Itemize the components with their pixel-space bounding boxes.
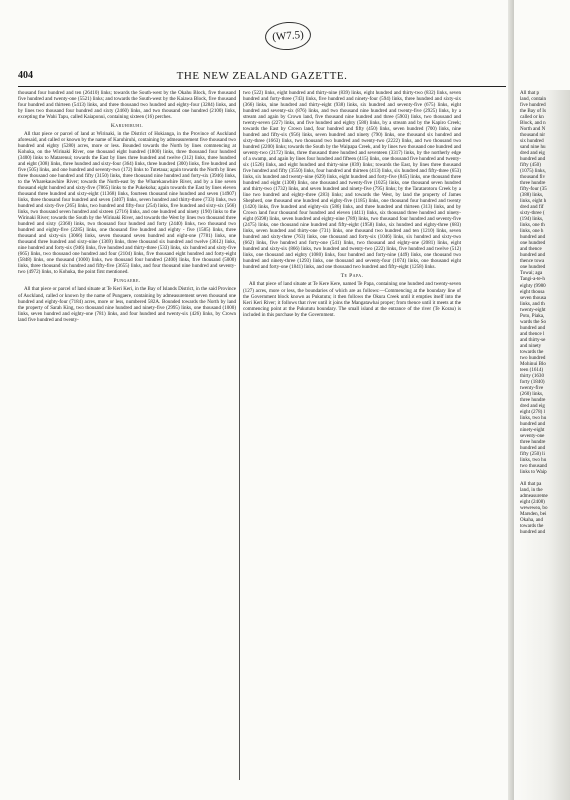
text-line: links, and th bbox=[520, 300, 545, 307]
column-divider bbox=[239, 90, 240, 780]
text-line: dred and eig bbox=[520, 402, 545, 409]
text-line: links, one h bbox=[520, 228, 544, 235]
text-line: (194) links, bbox=[520, 216, 544, 223]
text-line: Okaha, and bbox=[520, 517, 543, 524]
text-line: three hundre bbox=[520, 438, 546, 445]
text-line: twenty-eight bbox=[520, 306, 546, 313]
header-rule bbox=[18, 86, 506, 87]
text-line: All that p bbox=[520, 90, 540, 96]
text-line: admeasureme bbox=[520, 493, 548, 500]
text-line: and thence bbox=[520, 246, 542, 253]
paragraph: thousand four hundred and ten (26410) links; towards the South-west by the Okahu Block, five thousand five hundred and twenty-one (5521) links; and towards the South-west by the Kaiawa Block, five thousand four hundred and thirteen (5413) links, and three thousand two hundred and eighty-four (3284) links, and by lines two thousand four hundred and sixty (2460) links, and two thousand one hundred (2100) links, excepting the Wahi Tapu, called Kaiaponui, containing sixteen (16) perches. bbox=[18, 90, 236, 121]
text-line: hundred and bbox=[520, 529, 546, 536]
text-line: eighty (9980 bbox=[520, 282, 546, 289]
page-header bbox=[18, 70, 506, 84]
text-line: three hundre bbox=[520, 396, 546, 403]
text-line: hundred and bbox=[520, 444, 546, 451]
text-line: and thirty-se bbox=[520, 336, 546, 343]
text-line: seventy-one bbox=[520, 432, 545, 439]
text-line: links, one th bbox=[520, 222, 545, 229]
text-line: five hundred bbox=[520, 102, 546, 109]
text-line: links, eight h bbox=[520, 198, 547, 205]
paragraph: two (522) links, eight hundred and thirty-nine (839) links, eight hundred and thirty-two (832) links, seven hundred and forty-three (743) links, five hundred and ninety-four (594) links, three hundred and sixty-six (366) links, nine hundred and thirty-eight (938) links, six hundred and seventy-five (675) links, eight hundred and seventy-six (876) links, and two thousand nine hundred and twenty-five (2925) links, by a stream and again by Crown land, five thousand nine hundred and three (5903) links, two thousand and twenty-seven (227) links, and five hundred and eighty (580) links, by a stream and by the Kapiro Creek; towards the East by Crown land, four hundred and fifty (450) links, seven hundred (700) links, nine hundred and fifty-six (956) links, seven hundred and ninety (790) links, one thousand six hundred and sixty-three (1663) links, two thousand two hundred and twenty-two (2222) links, and two thousand two hundred (2200) links; towards the South by the Waipapa Creek, and by lines two thousand one hundred and seventy-two (2172) links, three thousand three hundred and seventeen (3317) links, by the northerly edge of a swamp, and again by lines four hundred and fifteen (415) links, one thousand five hundred and twenty-six (1526) links, and eight hundred and thirty-nine (839) links; towards the East, by lines three thousand five hundred and fifty (3550) links, four hundred and thirteen (413) links, six hundred and fifty-three (653) links, six hundred and twenty-nine (629) links, eight hundred and forty-five (845) links, one thousand three hundred and eight (1308) links, one thousand and twenty-five (1025) links, one thousand seven hundred and thirty-two (1732) links, and seven hundred and ninety-five (795) links; by the Taratarotoru Creek by a line two hundred and eighty-three (283) links; and towards the West, by land the property of James Shepherd, one thousand one hundred and eighty-five (1185) links, one thousand four hundred and twenty (1420) links, five hundred and eighty-six (586) links, and three hundred and thirteen (313) links, and by Crown land four thousand four hundred and eleven (4411) links, six thousand three hundred and ninety-eight (6398) links, seven hundred and eighty-nine (789) links, two thousand four hundred and seventy-five (2475) links, one thousand nine hundred and fifty-eight (1958) links, six hundred and eighty-three (683) links, seven hundred and thirty-one (731) links, one thousand two hundred and ten (1210) links, seven hundred and sixty-three (763) links, one thousand and forty-six (1046) links, six hundred and sixty-two (662) links, five hundred and forty-one (541) links, two thousand and eighty-one (2081) links, eight hundred and sixty-six (866) links, two hundred and twenty-two (222) links, five hundred and twelve (512) links, one thousand and eighty (1080) links, four hundred and forty-nine (449) links, one thousand two hundred and ninety-three (1293) links, one thousand and seventy-four (1074) links, one thousand eight hundred and forty-one (1841) links, and one thousand two hundred and fifty-eight (1258) links. bbox=[243, 90, 461, 271]
text-line: fifty (450) bbox=[520, 162, 541, 169]
text-line: Mohinui Blo bbox=[520, 360, 546, 367]
gazette-title: THE NEW ZEALAND GAZETTE. bbox=[176, 70, 348, 82]
text-line: thousand nir bbox=[520, 132, 546, 139]
text-line: one hundred bbox=[520, 264, 546, 271]
text-line: thence towa bbox=[520, 258, 545, 265]
text-line: dred and eig bbox=[520, 150, 545, 157]
text-line: one hundred bbox=[520, 240, 546, 247]
column-left bbox=[18, 90, 236, 790]
section-heading: Karuhiruhi. bbox=[110, 123, 144, 130]
text-line: hundred and bbox=[520, 234, 546, 241]
text-line: thousand fiv bbox=[520, 174, 546, 181]
text-line: teen (1614) bbox=[520, 366, 544, 373]
text-line: sixty-three ( bbox=[520, 210, 545, 217]
column-middle bbox=[243, 90, 461, 790]
text-line: hundred and bbox=[520, 156, 546, 163]
text-line: Block, and n bbox=[520, 120, 546, 127]
paragraph: All that piece of land situate at Te Kere Kere, named Te Papa, containing one hundred and twenty-seven (127) acres, more or less, the boundaries of which are as follows:—Commencing at the boundary line of the Government block known as Pukututu; it then follows the Okura Creek until it empties itself into the Keri Keri River; it follows that river until it joins the Mangatawhai proper; from thence until it meets at the commencing point at the Pukututu boundary. The small island at the entrance of the river (Te Korau) is included in this purchase by the Government. bbox=[243, 281, 461, 318]
text-line: wewewea, bo bbox=[520, 505, 548, 512]
text-line: Towai; aga bbox=[520, 270, 543, 277]
text-line: three hundre bbox=[520, 180, 546, 187]
text-line: All that pa bbox=[520, 481, 542, 487]
text-line: eight thousa bbox=[520, 288, 545, 295]
page-number: 404 bbox=[18, 70, 33, 81]
text-line: fifty (250) li bbox=[520, 450, 545, 457]
section-heading: Te Papa. bbox=[340, 273, 364, 280]
text-line: links to Waip bbox=[520, 468, 547, 475]
text-line: and thence l bbox=[520, 330, 545, 337]
text-line: sand nine hu bbox=[520, 144, 546, 151]
text-line: eight (2408) bbox=[520, 499, 545, 506]
paragraph: All that piece or parcel of land situate at Te Keri Keri, in the Bay of Islands District, in the said Province of Auckland, called or known by the name of Pungaere, containing by admeasurement seven thousand one hundred and eighty-four (7184) acres, more or less, numbered 582A. Bounded towards the North by land the property of Sarah King, two thousand nine hundred and ninety-five (2995) links, one thousand (1000) links, seven hundred and eighty-one (781) links, and four hundred and twenty-six (426) links, by Crown land five hundred and twenty- bbox=[18, 286, 236, 323]
text-line: eight (278) l bbox=[520, 408, 545, 415]
column-right-partial bbox=[514, 90, 570, 800]
text-line: Marsden, bei bbox=[520, 511, 547, 518]
text-line: fifty-four (35 bbox=[520, 186, 547, 193]
text-line: hundred and bbox=[520, 324, 546, 331]
text-line: thirty (1630 bbox=[520, 372, 544, 379]
text-line: six hundred bbox=[520, 138, 544, 145]
text-line: seven thousa bbox=[520, 294, 546, 301]
text-line: towards the bbox=[520, 348, 544, 355]
section-heading: Pungaere. bbox=[113, 278, 141, 285]
text-line: (388) links, bbox=[520, 192, 544, 199]
text-line: Poto, Piaka, bbox=[520, 312, 545, 319]
paragraph: All that piece or parcel of land at Wirinaki, in the District of Hokianga, in the Province of Auckland aforesaid, and called or known by the name of Karuhiruhi, containing by admeasurement five thousand two hundred and eighty (5280) acres, more or less. Bounded towards the North by lines commencing at Kohuka, on the Wirinaki River, one thousand eight hundred (1800) links, three thousand four hundred (3400) links to Matarenui; towards the East by lines three hundred and twelve (312) links, three hundred and eight (308) links, three hundred and sixty-four (364) links, three hundred (300) links, five hundred and five (505) links, and one hundred and seventy-two (172) links to Tutetaua; again towards the North by lines three thousand one hundred and fifty (3150) links, three thousand nine hundred and forty-six (3946) links, to the Wharekauwhire River; towards the North-east by the Wharekauwhire River, and by a line seven thousand eight hundred and sixty-five (7865) links to the Pukekoha; again towards the East by lines eleven thousand three hundred and sixty-eight (11368) links, fourteen thousand nine hundred and seven (14907) links, three thousand four hundred and seven (3407) links, seven hundred and thirty-three (733) links, two hundred and sixty-five (265) links, two hundred and fifty-four (254) links, five hundred and sixty-six (566) links, two thousand seven hundred and sixteen (2716) links, and one hundred and ninety (190) links to the Wirinaki River; towards the South by the Wirinaki River, and towards the West by lines two thousand three hundred and sixty (2360) links, two thousand four hundred and forty (2440) links, two thousand two hundred and eighty-five (2285) links, one thousand five hundred and eighty - five (1585) links, three thousand and sixty-six (3066) links, seven thousand seven hundred and eight-one (7781) links, one thousand three hundred and sixty-nine (1369) links, three thousand six hundred and twelve (3612) links, nine hundred and forty-six (946) links, five hundred and thirty-three (533) links, six hundred and sixty-five (665) links, two thousand one hundred and four (2104) links, five thousand eight hundred and forty-eight (5848) links, one thousand (1000) links, two thousand four hundred (2400) links, five thousand (5000) links, three thousand six hundred and fifty-five (3655) links, and four thousand nine hundred and seventy-two (4972) links, to Kohuka, the point first mentioned. bbox=[18, 131, 236, 276]
text-line: twenty-five bbox=[520, 384, 544, 391]
text-line: land, in the bbox=[520, 487, 543, 494]
text-line: wards the So bbox=[520, 318, 547, 325]
text-line: forty (1840) bbox=[520, 378, 545, 385]
text-line: North and N bbox=[520, 126, 546, 133]
text-line: two hundred bbox=[520, 354, 546, 361]
archive-stamp: (W7.5) bbox=[264, 20, 312, 51]
text-line: ninety-eight bbox=[520, 426, 545, 433]
text-line: Tangi-a-te-h bbox=[520, 276, 545, 283]
text-line: links, two hu bbox=[520, 456, 547, 463]
text-line: hundred and bbox=[520, 420, 546, 427]
text-line: towards the bbox=[520, 523, 544, 530]
text-line: links, two hu bbox=[520, 414, 547, 421]
text-line: and ninety bbox=[520, 342, 542, 349]
text-line: two thousand bbox=[520, 462, 548, 469]
text-line: called or kn bbox=[520, 114, 544, 121]
text-line: hundred and bbox=[520, 252, 546, 259]
text-line: land, contain bbox=[520, 96, 547, 103]
text-line: dred and fif bbox=[520, 204, 544, 211]
text-line: (1075) links, bbox=[520, 168, 546, 175]
text-line: (260) links, bbox=[520, 390, 544, 397]
text-line: the Bay of Is bbox=[520, 108, 546, 115]
